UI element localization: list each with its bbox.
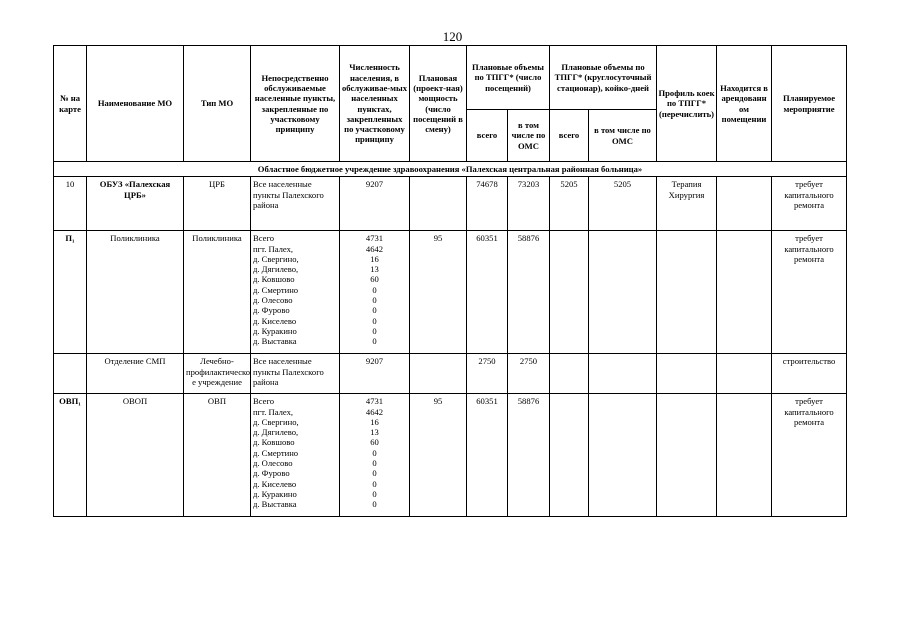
cell-rented	[717, 231, 772, 354]
line-item: 0	[372, 315, 377, 326]
line-item: 16	[370, 416, 379, 427]
cell-beds-oms	[589, 354, 657, 394]
header-type: Тип МО	[184, 46, 251, 162]
line-item: 0	[372, 336, 377, 347]
cell-rented	[717, 394, 772, 517]
cell-profile: Терапия Хирургия	[657, 177, 717, 231]
section-title: Областное бюджетное учреждение здравоохранения «Палехская центральная районная больница»	[54, 162, 847, 177]
line-item: д. Киселево	[253, 315, 297, 326]
cell-planned: требует капитального ремонта	[772, 231, 847, 354]
header-tpgg-beds: Плановые объемы по ТПГГ* (круглосуточный стационар), койко-дней	[550, 46, 657, 110]
line-item: д. Ковшово	[253, 274, 295, 285]
line-item: 4731	[365, 396, 384, 407]
line-item: 0	[372, 447, 377, 458]
cell-beds-oms: 5205	[589, 177, 657, 231]
line-item: д. Выставка	[253, 499, 297, 510]
cell-name: ОБУЗ «Палехская ЦРБ»	[87, 177, 184, 231]
line-item: 0	[372, 499, 377, 510]
cell-type: ОВП	[184, 394, 251, 517]
cell-num: 10	[54, 177, 87, 231]
cell-capacity: 95	[410, 231, 467, 354]
cell-settlements	[251, 394, 340, 517]
cell-rented	[717, 177, 772, 231]
header-beds-total: всего	[550, 110, 589, 162]
header-rented: Находится в арендованн ом помещении	[717, 46, 772, 162]
cell-settlements	[251, 231, 340, 354]
line-item: д. Дягилево,	[253, 427, 299, 438]
cell-planned: строительство	[772, 354, 847, 394]
line-item: Всего	[253, 233, 275, 244]
line-item: д. Смертино	[253, 447, 299, 458]
line-item: 0	[372, 488, 377, 499]
line-item: д. Дягилево,	[253, 264, 299, 275]
cell-num	[54, 354, 87, 394]
line-item: д. Ковшово	[253, 437, 295, 448]
cell-profile	[657, 354, 717, 394]
cell-beds-total: 5205	[550, 177, 589, 231]
line-item: д. Киселево	[253, 478, 297, 489]
cell-visits-oms: 2750	[508, 354, 550, 394]
line-item: д. Фурово	[253, 305, 290, 316]
line-item: 0	[372, 458, 377, 469]
cell-visits-total: 60351	[467, 394, 508, 517]
line-item: д. Куракино	[253, 325, 297, 336]
line-item: 16	[370, 253, 379, 264]
cell-capacity: 95	[410, 394, 467, 517]
cell-visits-oms: 58876	[508, 231, 550, 354]
cell-beds-total	[550, 231, 589, 354]
cell-visits-oms: 58876	[508, 394, 550, 517]
cell-name: Отделение СМП	[87, 354, 184, 394]
facilities-table	[53, 45, 847, 517]
line-item: 0	[372, 478, 377, 489]
cell-population	[340, 394, 410, 517]
line-item: 0	[372, 295, 377, 306]
header-tpgg-visits: Плановые объемы по ТПГГ* (число посещений)	[467, 46, 550, 110]
header-profile: Профиль коек по ТПГГ* (перечислить)	[657, 46, 717, 162]
header-capacity: Плановая (проект-ная) мощность (число посещений в смену)	[410, 46, 467, 162]
header-beds-oms: в том числе по ОМС	[589, 110, 657, 162]
cell-profile	[657, 394, 717, 517]
cell-beds-oms	[589, 394, 657, 517]
cell-name: Поликлиника	[87, 231, 184, 354]
line-item: 60	[370, 437, 379, 448]
cell-visits-total: 2750	[467, 354, 508, 394]
table-row-smp	[54, 354, 847, 394]
line-item: 0	[372, 325, 377, 336]
header-settlements: Непосредственно обслуживаемые населенные пункты, закрепленные по участковому принципу	[251, 46, 340, 162]
line-item: 4642	[365, 406, 384, 417]
cell-rented	[717, 354, 772, 394]
cell-type: Лечебно-профилактическо е учреждение	[184, 354, 251, 394]
cell-beds-oms	[589, 231, 657, 354]
cell-visits-oms: 73203	[508, 177, 550, 231]
line-item: 13	[370, 427, 379, 438]
cell-type: Поликлиника	[184, 231, 251, 354]
table-row-org	[54, 177, 847, 231]
line-item: пгт. Палех,	[253, 406, 294, 417]
cell-capacity	[410, 177, 467, 231]
cell-beds-total	[550, 394, 589, 517]
line-item: д. Свергино,	[253, 416, 299, 427]
header-row-1	[54, 46, 847, 110]
table-row-polyclinic	[54, 231, 847, 354]
cell-num: П₁	[54, 231, 87, 354]
cell-capacity	[410, 354, 467, 394]
cell-visits-total: 60351	[467, 231, 508, 354]
line-item: д. Куракино	[253, 488, 297, 499]
cell-visits-total: 74678	[467, 177, 508, 231]
line-item: д. Смертино	[253, 284, 299, 295]
line-item: 4642	[365, 243, 384, 254]
header-visits-oms: в том числе по ОМС	[508, 110, 550, 162]
line-item: пгт. Палех,	[253, 243, 294, 254]
cell-planned: требует капитального ремонта	[772, 394, 847, 517]
header-planned: Планируемое мероприятие	[772, 46, 847, 162]
line-item: д. Выставка	[253, 336, 297, 347]
cell-type: ЦРБ	[184, 177, 251, 231]
line-item: д. Олесово	[253, 458, 293, 469]
cell-num: ОВП₁	[54, 394, 87, 517]
line-item: 60	[370, 274, 379, 285]
line-item: д. Фурово	[253, 468, 290, 479]
cell-name: ОВОП	[87, 394, 184, 517]
line-item: 13	[370, 264, 379, 275]
section-row	[54, 162, 847, 177]
header-num: № на карте	[54, 46, 87, 162]
cell-planned: требует капитального ремонта	[772, 177, 847, 231]
header-population: Численность населения, в обслуживае-мых населенных пунктах, закрепленных по участковому принципу	[340, 46, 410, 162]
cell-settlements: Все населенные пункты Палехского района	[251, 177, 340, 231]
table-row-ovp	[54, 394, 847, 517]
line-item: д. Свергино,	[253, 253, 299, 264]
cell-population: 9207	[340, 354, 410, 394]
cell-population	[340, 231, 410, 354]
header-name: Наименование МО	[87, 46, 184, 162]
line-item: 4731	[365, 233, 384, 244]
line-item: 0	[372, 305, 377, 316]
cell-settlements: Все населенные пункты Палехского района	[251, 354, 340, 394]
line-item: д. Олесово	[253, 295, 293, 306]
line-item: Всего	[253, 396, 275, 407]
line-item: 0	[372, 284, 377, 295]
page-number: 120	[442, 29, 463, 44]
cell-population: 9207	[340, 177, 410, 231]
line-item: 0	[372, 468, 377, 479]
cell-profile	[657, 231, 717, 354]
cell-beds-total	[550, 354, 589, 394]
header-visits-total: всего	[467, 110, 508, 162]
